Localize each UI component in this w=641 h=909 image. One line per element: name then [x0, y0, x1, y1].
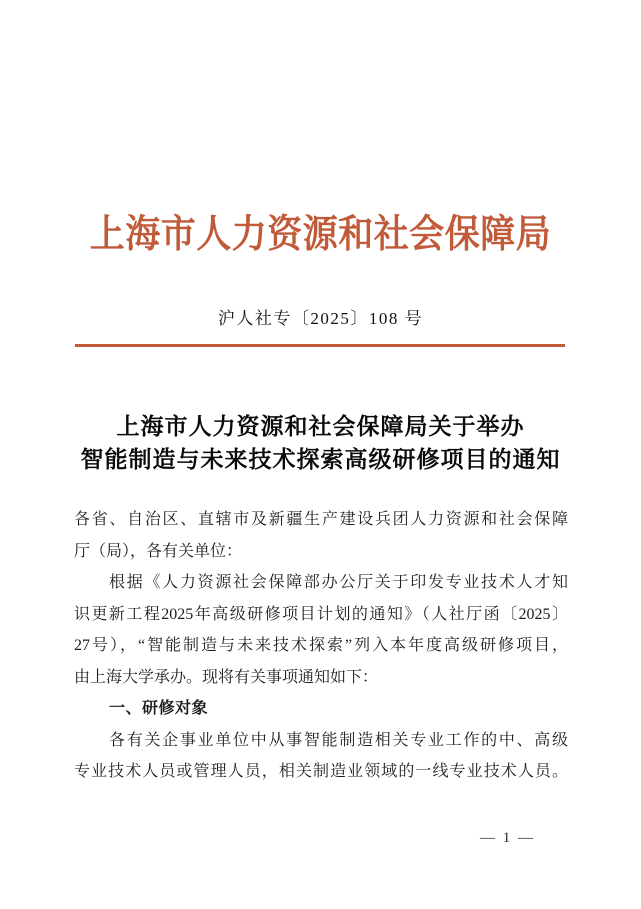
document-number: 沪人社专〔2025〕108 号 — [217, 309, 424, 328]
body-line: 专业技术人员或管理人员，相关制造业领域的一线专业技术人员。 — [74, 763, 568, 780]
letterhead-divider — [75, 344, 565, 347]
document-title-line1: 上海市人力资源和社会保障局关于举办 — [116, 414, 525, 439]
body-line: 厅（局），各有关单位： — [74, 542, 243, 560]
section-heading: 一、研修对象 — [109, 700, 209, 717]
body-line: 由上海大学承办。现将有关事项通知如下： — [74, 668, 379, 686]
body-line: 识更新工程2025年高级研修项目计划的通知》（人社厅函〔2025〕 — [74, 605, 568, 623]
page-number: — 1 — — [480, 830, 535, 846]
document-title — [0, 411, 641, 476]
document-body — [74, 504, 568, 788]
body-line: 27号），“智能制造与未来技术探索”列入本年度高级研修项目， — [74, 637, 568, 654]
body-line: 各有关企事业单位中从事智能制造相关专业工作的中、高级 — [109, 731, 568, 749]
body-line: 根据《人力资源社会保障部办公厅关于印发专业技术人才知 — [109, 574, 568, 591]
letterhead-title: 上海市人力资源和社会保障局 — [89, 213, 552, 256]
body-line: 各省、自治区、直辖市及新疆生产建设兵团人力资源和社会保障 — [74, 511, 568, 528]
document-title-line2: 智能制造与未来技术探索高级研修项目的通知 — [80, 446, 561, 472]
